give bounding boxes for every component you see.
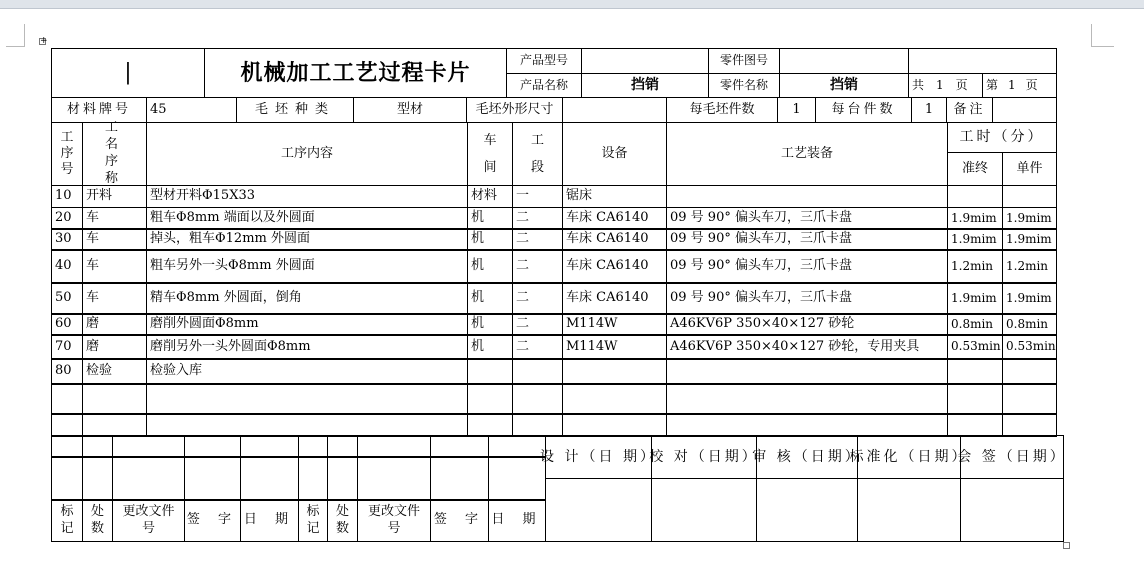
signoff-review-field[interactable] [756, 478, 858, 542]
page-number [982, 73, 1057, 98]
op-cell-content[interactable]: 精车Φ8mm 外圆面，倒角 [146, 282, 468, 315]
op-cell-prep[interactable]: 1.2min [947, 249, 1003, 284]
header-op-name: 工名序称 [82, 122, 147, 186]
op-cell-content[interactable]: 粗车Φ8mm 端面以及外圆面 [146, 207, 468, 230]
op-cell-section[interactable] [512, 413, 563, 437]
change-record-cell[interactable] [184, 456, 241, 501]
op-cell-name[interactable]: 车 [82, 207, 147, 230]
op-cell-prep[interactable] [947, 383, 1003, 415]
op-cell-tooling[interactable] [666, 383, 948, 415]
op-cell-tooling[interactable]: 09 号 90° 偏头车刀，三爪卡盘 [666, 207, 948, 230]
footer-label-signature: 签 字 [430, 499, 489, 542]
header-workshop: 车间 [467, 122, 513, 186]
op-cell-no[interactable]: 80 [51, 358, 83, 385]
header-section: 工段 [512, 122, 563, 186]
footer-label-doc-no: 更改文件号 [357, 499, 431, 542]
op-cell-no[interactable]: 20 [51, 207, 83, 230]
op-cell-no[interactable]: 30 [51, 228, 83, 251]
product-name-label: 产品名称 [506, 73, 582, 98]
op-cell-section[interactable]: 二 [512, 313, 563, 336]
product-name-value[interactable]: 挡销 [581, 73, 709, 98]
op-cell-equipment[interactable] [562, 383, 667, 415]
op-cell-unit[interactable] [1002, 413, 1057, 437]
op-cell-equipment[interactable]: 车床 CA6140 [562, 207, 667, 230]
signoff-design-field[interactable] [545, 478, 652, 542]
op-cell-no[interactable]: 70 [51, 334, 83, 360]
blank-size-label: 毛坯外形尺寸 [466, 97, 563, 123]
op-cell-tooling[interactable]: A46KV6P 350×40×127 砂轮 [666, 313, 948, 336]
op-cell-prep[interactable]: 1.9mim [947, 282, 1003, 315]
op-cell-no[interactable] [51, 383, 83, 415]
part-no-label: 零件图号 [708, 48, 780, 74]
op-cell-no[interactable]: 40 [51, 249, 83, 284]
total-pages-label: 共 [912, 77, 925, 92]
part-name-label: 零件名称 [708, 73, 780, 98]
signoff-review-label: 审 核（日期） [756, 435, 858, 479]
op-cell-name[interactable]: 车 [82, 282, 147, 315]
product-model-value[interactable] [581, 48, 709, 74]
change-record-cell[interactable] [82, 456, 113, 501]
blank-type-value[interactable]: 型材 [353, 97, 467, 123]
op-cell-unit[interactable]: 1.9mim [1002, 228, 1057, 251]
change-record-cell[interactable] [51, 435, 83, 458]
footer-label-mark: 标记 [298, 499, 328, 542]
footer-label-doc-no: 更改文件号 [112, 499, 185, 542]
change-record-cell[interactable] [327, 435, 358, 458]
op-cell-no[interactable]: 10 [51, 185, 83, 208]
signoff-countersign-field[interactable] [960, 478, 1064, 542]
change-record-cell[interactable] [112, 435, 185, 458]
op-cell-name[interactable]: 磨 [82, 313, 147, 336]
op-cell-content[interactable]: 型材开料Φ15X33 [146, 185, 468, 208]
signoff-countersign-label: 会 签（日期） [960, 435, 1064, 479]
op-cell-name[interactable]: 开料 [82, 185, 147, 208]
total-pages-value[interactable]: 1 [936, 77, 944, 92]
signoff-check-label: 校 对（日期） [651, 435, 757, 479]
material-grade-value[interactable]: 45 [146, 97, 237, 123]
change-record-cell[interactable] [430, 435, 489, 458]
table-move-handle-icon[interactable]: + [40, 36, 48, 46]
op-cell-workshop[interactable] [467, 413, 513, 437]
page-no-label: 第 [986, 77, 999, 92]
op-cell-content[interactable] [146, 383, 468, 415]
op-cell-no[interactable]: 60 [51, 313, 83, 336]
op-cell-name[interactable] [82, 413, 147, 437]
page-unit: 页 [1025, 77, 1038, 92]
footer-label-mark: 标记 [51, 499, 83, 542]
pieces-per-blank-label: 每毛坯件数 [666, 97, 778, 123]
change-record-cell[interactable] [488, 456, 546, 501]
op-cell-section[interactable]: 二 [512, 228, 563, 251]
op-cell-content[interactable] [146, 413, 468, 437]
change-record-cell[interactable] [430, 456, 489, 501]
card-title: 机械加工工艺过程卡片 [204, 48, 507, 98]
footer-label-date: 日 期 [488, 499, 546, 542]
footer-label-signature: 签 字 [184, 499, 241, 542]
header-op-no: 工序号 [51, 122, 83, 186]
change-record-cell[interactable] [488, 435, 546, 458]
op-cell-tooling[interactable] [666, 413, 948, 437]
op-cell-tooling[interactable] [666, 358, 948, 385]
pieces-per-unit-label: 每台件数 [815, 97, 912, 123]
op-cell-unit[interactable] [1002, 358, 1057, 385]
op-cell-section[interactable]: 二 [512, 249, 563, 284]
op-cell-prep[interactable] [947, 185, 1003, 208]
change-record-cell[interactable] [327, 456, 358, 501]
change-record-cell[interactable] [298, 456, 328, 501]
material-grade-label: 材料牌号 [51, 97, 147, 123]
op-cell-prep[interactable]: 0.8min [947, 313, 1003, 336]
header-content: 工序内容 [146, 122, 468, 186]
op-cell-no[interactable]: 50 [51, 282, 83, 315]
op-cell-unit[interactable]: 1.9mim [1002, 282, 1057, 315]
change-record-cell[interactable] [357, 435, 431, 458]
op-cell-prep[interactable] [947, 358, 1003, 385]
blank-type-label: 毛坯种类 [236, 97, 354, 123]
op-cell-prep[interactable] [947, 413, 1003, 437]
op-cell-workshop[interactable]: 机 [467, 313, 513, 336]
blank-cell [908, 48, 1057, 74]
blank-size-value[interactable] [562, 97, 667, 123]
op-cell-prep[interactable]: 1.9mim [947, 207, 1003, 230]
op-cell-workshop[interactable] [467, 358, 513, 385]
op-cell-section[interactable] [512, 358, 563, 385]
header-unit-time: 单件 [1002, 152, 1057, 186]
op-cell-section[interactable]: 一 [512, 185, 563, 208]
op-cell-content[interactable]: 磨削另外一头外圆面Φ8mm [146, 334, 468, 360]
op-cell-equipment[interactable]: 车床 CA6140 [562, 228, 667, 251]
remark-value[interactable] [992, 97, 1057, 123]
part-name-value[interactable]: 挡销 [779, 73, 909, 98]
op-cell-name[interactable]: 车 [82, 249, 147, 284]
cursor-mark[interactable]: | [51, 48, 205, 98]
op-cell-tooling[interactable]: A46KV6P 350×40×127 砂轮，专用夹具 [666, 334, 948, 360]
op-cell-name[interactable] [82, 383, 147, 415]
op-cell-unit[interactable]: 1.9mim [1002, 207, 1057, 230]
change-record-cell[interactable] [51, 456, 83, 501]
op-cell-workshop[interactable]: 机 [467, 249, 513, 284]
remark-label: 备注 [946, 97, 993, 123]
header-tooling: 工艺装备 [666, 122, 948, 186]
op-cell-tooling[interactable] [666, 185, 948, 208]
op-cell-equipment[interactable]: M114W [562, 313, 667, 336]
op-cell-equipment[interactable] [562, 413, 667, 437]
op-cell-prep[interactable]: 1.9mim [947, 228, 1003, 251]
op-cell-prep[interactable]: 0.53min [947, 334, 1003, 360]
change-record-cell[interactable] [298, 435, 328, 458]
op-cell-unit[interactable] [1002, 383, 1057, 415]
op-cell-workshop[interactable]: 机 [467, 334, 513, 360]
footer-label-qty: 处数 [327, 499, 358, 542]
op-cell-workshop[interactable]: 机 [467, 228, 513, 251]
op-cell-tooling[interactable]: 09 号 90° 偏头车刀，三爪卡盘 [666, 249, 948, 284]
op-cell-name[interactable]: 检验 [82, 358, 147, 385]
part-no-value[interactable] [779, 48, 909, 74]
op-cell-equipment[interactable]: 车床 CA6140 [562, 249, 667, 284]
page-corner-marker [1091, 24, 1114, 47]
op-cell-workshop[interactable]: 机 [467, 207, 513, 230]
change-record-cell[interactable] [240, 435, 299, 458]
footer-label-date: 日 期 [240, 499, 299, 542]
op-cell-section[interactable]: 二 [512, 282, 563, 315]
change-record-cell[interactable] [240, 456, 299, 501]
op-cell-name[interactable]: 磨 [82, 334, 147, 360]
op-cell-workshop[interactable] [467, 383, 513, 415]
page-corner-marker [6, 24, 25, 47]
signoff-standard-field[interactable] [857, 478, 961, 542]
window-top-edge [0, 0, 1144, 9]
op-cell-tooling[interactable]: 09 号 90° 偏头车刀，三爪卡盘 [666, 228, 948, 251]
op-cell-equipment[interactable]: M114W [562, 334, 667, 360]
op-cell-section[interactable]: 二 [512, 334, 563, 360]
op-cell-no[interactable] [51, 413, 83, 437]
change-record-cell[interactable] [82, 435, 113, 458]
op-cell-equipment[interactable] [562, 358, 667, 385]
page-no-value[interactable]: 1 [1008, 77, 1016, 92]
table-resize-handle-icon[interactable] [1063, 542, 1070, 549]
page-unit: 页 [955, 77, 968, 92]
op-cell-content[interactable]: 磨削外圆面Φ8mm [146, 313, 468, 336]
signoff-check-field[interactable] [651, 478, 757, 542]
op-cell-unit[interactable] [1002, 185, 1057, 208]
op-cell-section[interactable] [512, 383, 563, 415]
op-cell-unit[interactable]: 0.53min [1002, 334, 1057, 360]
op-cell-equipment[interactable]: 锯床 [562, 185, 667, 208]
header-equipment: 设备 [562, 122, 667, 186]
product-model-label: 产品型号 [506, 48, 582, 74]
pieces-per-blank-value[interactable]: 1 [777, 97, 816, 123]
op-cell-workshop[interactable]: 材料 [467, 185, 513, 208]
change-record-cell[interactable] [357, 456, 431, 501]
op-cell-unit[interactable]: 1.2min [1002, 249, 1057, 284]
op-cell-tooling[interactable]: 09 号 90° 偏头车刀，三爪卡盘 [666, 282, 948, 315]
change-record-cell[interactable] [184, 435, 241, 458]
total-pages [908, 73, 983, 98]
footer-label-qty: 处数 [82, 499, 113, 542]
change-record-cell[interactable] [112, 456, 185, 501]
op-cell-content[interactable]: 检验入库 [146, 358, 468, 385]
header-time: 工时（分） [947, 122, 1057, 153]
op-cell-name[interactable]: 车 [82, 228, 147, 251]
pieces-per-unit-value[interactable]: 1 [911, 97, 947, 123]
op-cell-unit[interactable]: 0.8min [1002, 313, 1057, 336]
op-cell-workshop[interactable]: 机 [467, 282, 513, 315]
op-cell-content[interactable]: 粗车另外一头Φ8mm 外圆面 [146, 249, 468, 284]
header-prep-time: 准终 [947, 152, 1003, 186]
op-cell-equipment[interactable]: 车床 CA6140 [562, 282, 667, 315]
signoff-design-label: 设 计（日 期） [545, 435, 652, 479]
op-cell-content[interactable]: 掉头，粗车Φ12mm 外圆面 [146, 228, 468, 251]
signoff-standard-label: 标准化（日期） [857, 435, 961, 479]
op-cell-section[interactable]: 二 [512, 207, 563, 230]
